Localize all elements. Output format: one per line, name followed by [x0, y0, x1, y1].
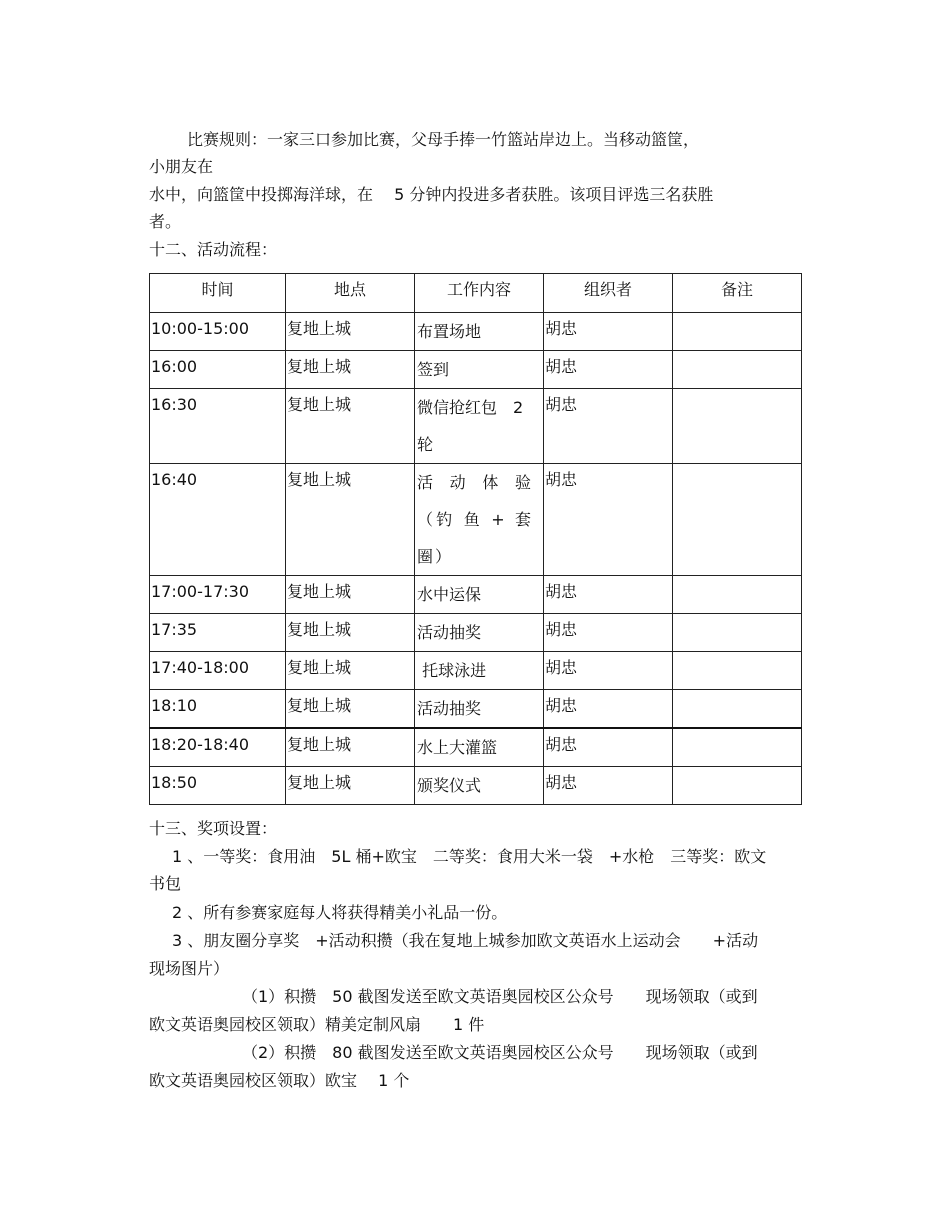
schedule-table — [149, 273, 802, 805]
time-cell: 17:35 — [150, 614, 286, 652]
time-cell: 16:00 — [150, 351, 286, 389]
place-cell: 复地上城 — [286, 389, 415, 464]
organizer-cell: 胡忠 — [544, 464, 673, 576]
note-cell — [673, 652, 802, 690]
rules-line-1: 比赛规则：一家三口参加比赛，父母手捧一竹篮站岸边上。当移动篮筐， — [187, 130, 700, 149]
content-cell: 托球泳进 — [415, 652, 544, 690]
time-cell: 18:10 — [150, 690, 286, 729]
content-cell: 布置场地 — [415, 313, 544, 351]
award-sub-2-line-1: （2）积攒 80 截图发送至欧文英语奥园校区公众号 现场领取（或到 — [242, 1043, 758, 1062]
award-item-1-line-1: 1 、一等奖：食用油 5L 桶+欧宝 二等奖：食用大米一袋 +水枪 三等奖：欧文 — [172, 847, 767, 866]
award-item-3-line-1: 3 、朋友圈分享奖 +活动积攒（我在复地上城参加欧文英语水上运动会 +活动 — [172, 931, 759, 950]
time-cell: 10:00-15:00 — [150, 313, 286, 351]
organizer-cell: 胡忠 — [544, 576, 673, 614]
place-cell: 复地上城 — [286, 652, 415, 690]
organizer-cell: 胡忠 — [544, 313, 673, 351]
note-cell — [673, 313, 802, 351]
place-cell: 复地上城 — [286, 728, 415, 767]
content-cell: 活动抽奖 — [415, 690, 544, 729]
content-cell: 活 动 体 验（钓 鱼 + 套 圈） — [415, 464, 544, 576]
place-cell: 复地上城 — [286, 351, 415, 389]
award-item-3-line-2: 现场图片） — [149, 959, 230, 978]
table-row — [150, 389, 802, 464]
place-cell: 复地上城 — [286, 767, 415, 805]
award-sub-1-line-2: 欧文英语奥园校区领取）精美定制风扇 1 件 — [149, 1015, 485, 1034]
content-cell: 活动抽奖 — [415, 614, 544, 652]
time-cell: 16:30 — [150, 389, 286, 464]
time-cell: 18:20-18:40 — [150, 728, 286, 767]
table-row — [150, 351, 802, 389]
award-sub-2-line-2: 欧文英语奥园校区领取）欧宝 1 个 — [149, 1071, 410, 1090]
note-cell — [673, 690, 802, 729]
award-sub-1-line-1: （1）积攒 50 截图发送至欧文英语奥园校区公众号 现场领取（或到 — [242, 987, 758, 1006]
time-cell: 17:00-17:30 — [150, 576, 286, 614]
organizer-cell: 胡忠 — [544, 389, 673, 464]
content-cell: 微信抢红包 2 轮 — [415, 389, 544, 464]
table-row — [150, 690, 802, 729]
place-cell: 复地上城 — [286, 690, 415, 729]
note-cell — [673, 576, 802, 614]
note-cell — [673, 767, 802, 805]
organizer-cell: 胡忠 — [544, 614, 673, 652]
header-organizer: 组织者 — [544, 274, 673, 313]
place-cell: 复地上城 — [286, 576, 415, 614]
content-cell: 签到 — [415, 351, 544, 389]
time-cell: 16:40 — [150, 464, 286, 576]
header-time: 时间 — [150, 274, 286, 313]
header-content: 工作内容 — [415, 274, 544, 313]
place-cell: 复地上城 — [286, 614, 415, 652]
award-item-2: 2 、所有参赛家庭每人将获得精美小礼品一份。 — [172, 903, 508, 922]
content-cell: 水中运保 — [415, 576, 544, 614]
organizer-cell: 胡忠 — [544, 767, 673, 805]
table-row — [150, 576, 802, 614]
note-cell — [673, 351, 802, 389]
place-cell: 复地上城 — [286, 313, 415, 351]
rules-line-4: 者。 — [149, 212, 182, 231]
table-row — [150, 464, 802, 576]
organizer-cell: 胡忠 — [544, 728, 673, 767]
note-cell — [673, 389, 802, 464]
note-cell — [673, 728, 802, 767]
note-cell — [673, 464, 802, 576]
award-item-1-line-2: 书包 — [149, 874, 182, 893]
table-row — [150, 728, 802, 767]
section-12-title: 十二、活动流程： — [149, 240, 278, 259]
organizer-cell: 胡忠 — [544, 351, 673, 389]
note-cell — [673, 614, 802, 652]
time-cell: 17:40-18:00 — [150, 652, 286, 690]
rules-line-3: 水中，向篮筐中投掷海洋球，在 5 分钟内投进多者获胜。该项目评选三名获胜 — [149, 185, 714, 204]
table-row — [150, 614, 802, 652]
section-13-title: 十三、奖项设置： — [149, 819, 278, 838]
organizer-cell: 胡忠 — [544, 690, 673, 729]
organizer-cell: 胡忠 — [544, 652, 673, 690]
rules-line-2: 小朋友在 — [149, 157, 214, 176]
header-note: 备注 — [673, 274, 802, 313]
table-row — [150, 652, 802, 690]
table-row — [150, 313, 802, 351]
table-row — [150, 767, 802, 805]
content-cell: 水上大灌篮 — [415, 728, 544, 767]
content-cell: 颁奖仪式 — [415, 767, 544, 805]
time-cell: 18:50 — [150, 767, 286, 805]
table-header-row — [150, 274, 802, 313]
place-cell: 复地上城 — [286, 464, 415, 576]
header-place: 地点 — [286, 274, 415, 313]
